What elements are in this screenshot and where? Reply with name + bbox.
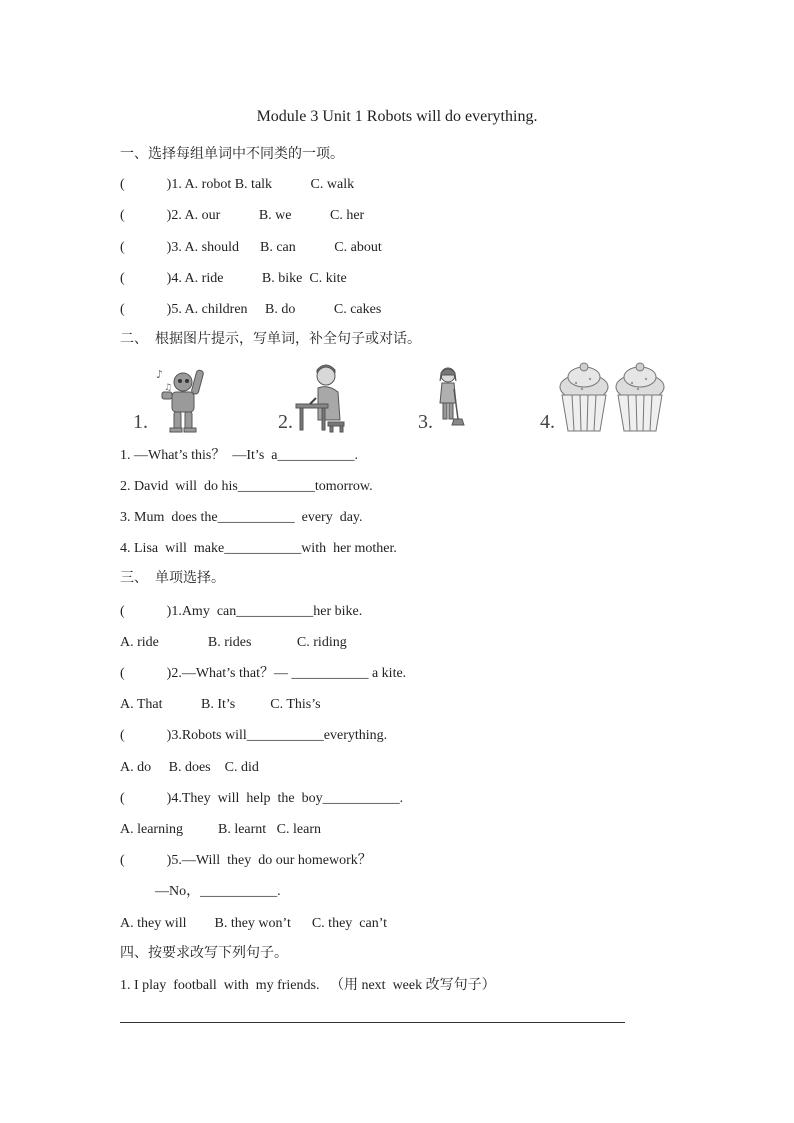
boy-writing-icon [292,362,352,434]
question-line: —No，___________. [120,884,281,899]
robot-dancing-icon [150,362,220,434]
options-line: A. they will B. they won’t C. they can’t [120,916,388,931]
picture-number: 2. [278,411,293,433]
question-line: 1. I play football with my friends. （用 next week 改写句子） [120,978,496,993]
question-line: ( )1. A. robot B. talk C. walk [120,177,355,192]
svg-text:♫: ♫ [164,383,173,393]
question-line: ( )5.—Will they do our homework？ [120,853,372,868]
section-heading-4: 四、按要求改写下列句子。 [120,946,288,961]
section-heading-3: 三、 单项选择。 [120,571,225,586]
question-line: 1. —What’s this？ —It’s a___________. [120,448,358,463]
question-line: 2. David will do his___________tomorrow. [120,479,373,494]
question-line: ( )4.They will help the boy___________. [120,791,404,806]
page-title: Module 3 Unit 1 Robots will do everything. [256,108,538,125]
options-line: A. learning B. learnt C. learn [120,822,322,837]
picture-number: 1. [133,411,148,433]
picture-number: 4. [540,411,555,433]
question-line: ( )2. A. our B. we C. her [120,208,365,223]
question-line: ( )5. A. children B. do C. cakes [120,302,382,317]
picture-number: 3. [418,411,433,433]
options-line: A. That B. It’s C. This’s [120,697,321,712]
options-line: A. do B. does C. did [120,760,259,775]
svg-text:♪: ♪ [156,368,164,381]
question-line: ( )3. A. should B. can C. about [120,240,382,255]
cupcakes-icon [556,361,668,433]
options-line: A. ride B. rides C. riding [120,635,347,650]
girl-sweeping-icon [432,365,466,427]
question-line: 3. Mum does the___________ every day. [120,510,363,525]
section-heading-2: 二、 根据图片提示，写单词，补全句子或对话。 [120,332,421,347]
answer-line [120,1022,625,1023]
question-line: ( )2.—What’s that？— ___________ a kite. [120,666,407,681]
question-line: ( )3.Robots will___________everything. [120,728,388,743]
question-line: ( )1.Amy can___________her bike. [120,604,363,619]
question-line: ( )4. A. ride B. bike C. kite [120,271,347,286]
question-line: 4. Lisa will make___________with her mother. [120,541,397,556]
section-heading-1: 一、选择每组单词中不同类的一项。 [120,147,344,162]
